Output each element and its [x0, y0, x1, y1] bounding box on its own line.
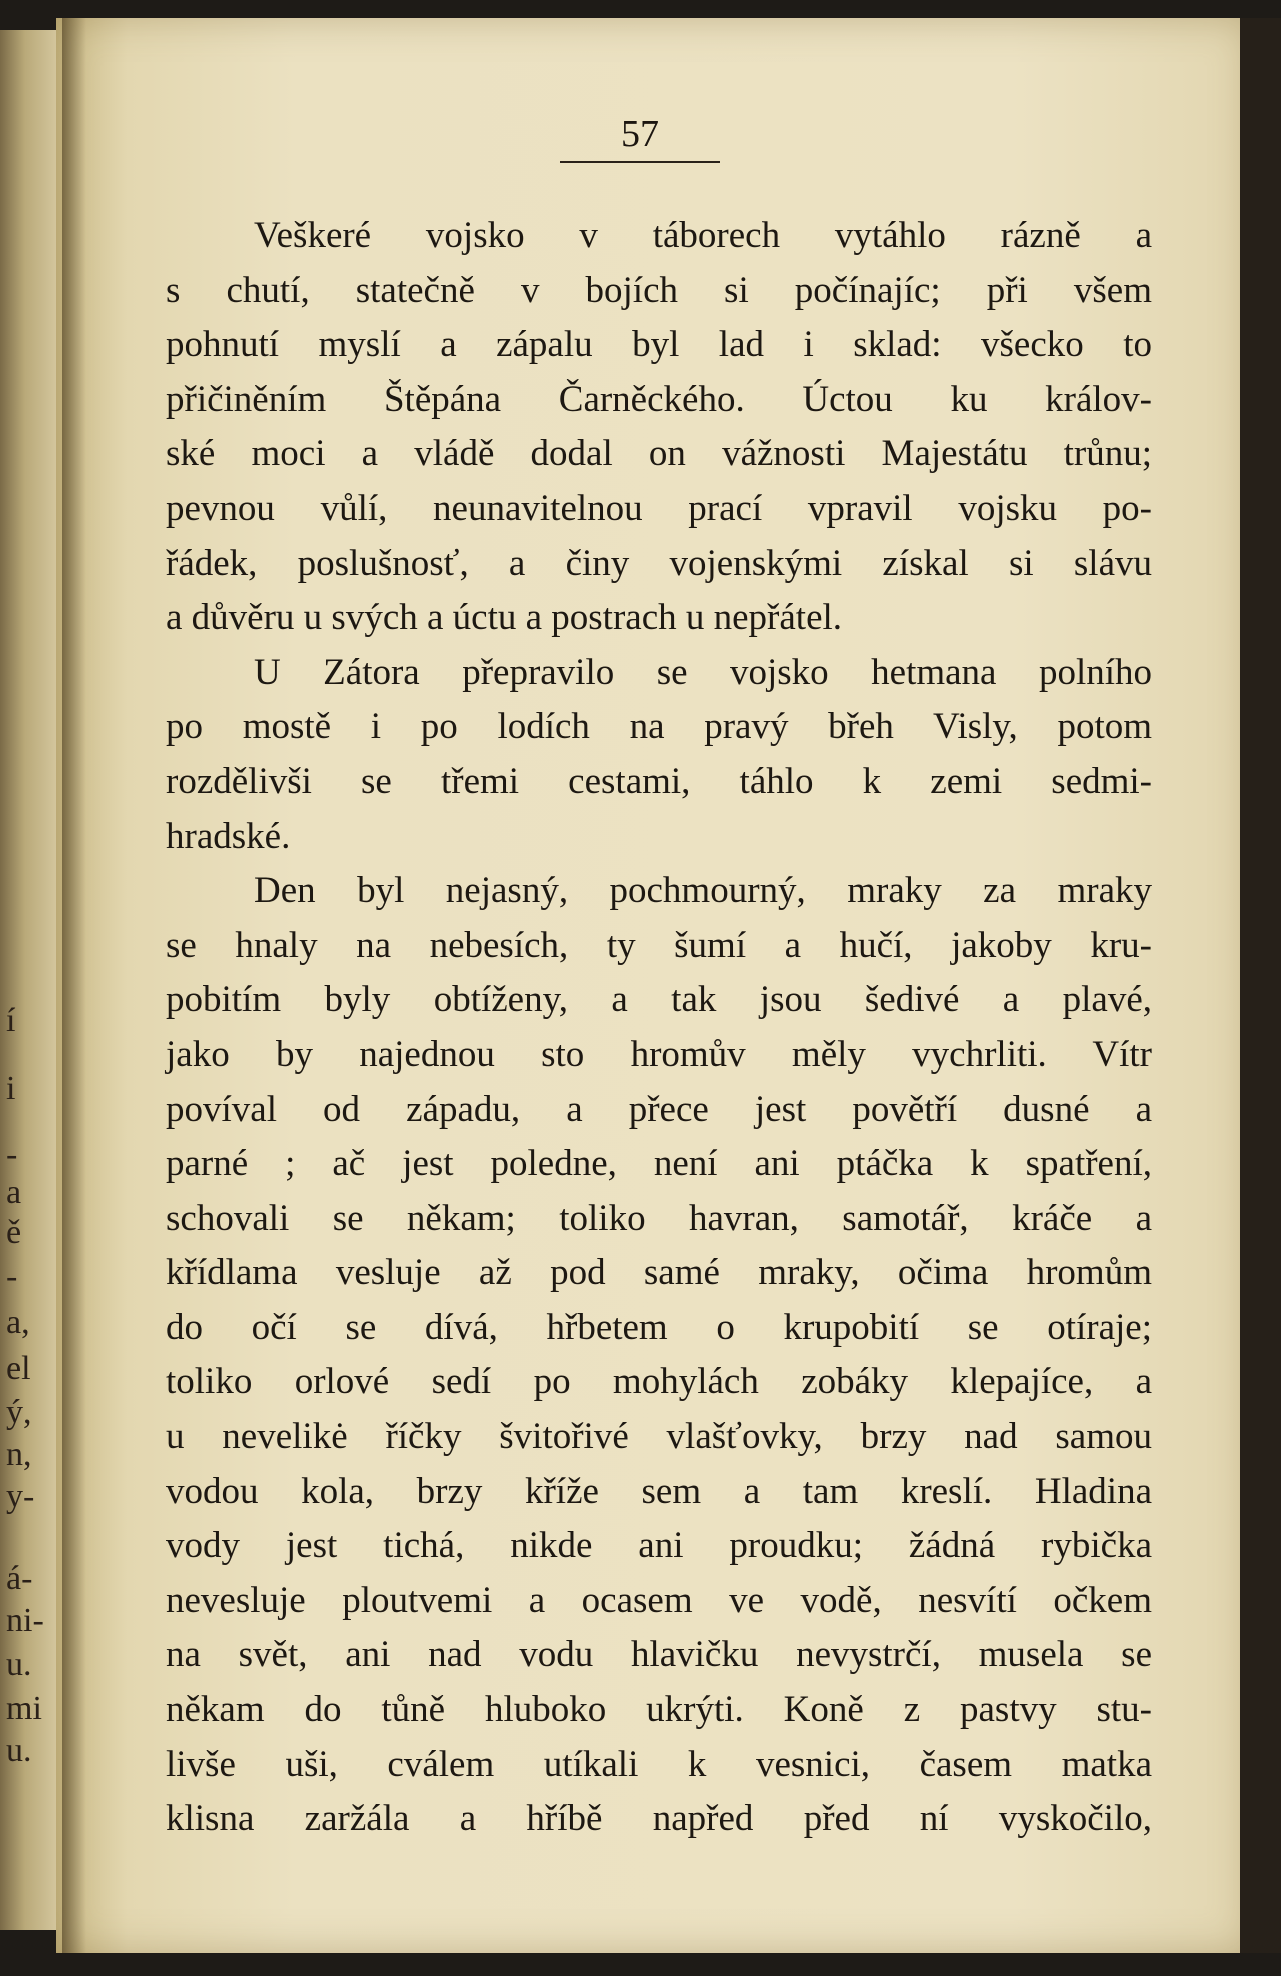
text-line: povíval od západu, a přece jest povětří dusné a: [166, 1088, 1152, 1130]
text-line: vody jest tichá, nikde ani proudku; žádná rybička: [166, 1525, 1152, 1567]
text-line: hradské.: [166, 815, 291, 857]
text-line: pevnou vůlí, neunavitelnou prací vpravil vojsku po-: [166, 487, 1152, 529]
text-line: Den byl nejasný, pochmourný, mraky za mraky: [254, 870, 1152, 912]
previous-page-fragment: ě: [6, 1214, 22, 1251]
previous-page-fragment: a: [6, 1174, 22, 1211]
page-spine-shadow: [62, 18, 86, 1953]
previous-page-fragment: á-: [6, 1560, 33, 1597]
text-line: Veškeré vojsko v táborech vytáhlo rázně a: [254, 215, 1152, 256]
text-line: křídlama vesluje až pod samé mraky, očima hromům: [166, 1252, 1152, 1294]
header-rule: [560, 161, 720, 163]
previous-page-fragment: mi: [6, 1690, 42, 1727]
text-line: nevesluje ploutvemi a ocasem ve vodě, nesvítí očkem: [166, 1579, 1152, 1621]
text-line: U Zátora přepravilo se vojsko hetmana polního: [254, 651, 1152, 693]
text-line: po mostě i po lodích na pravý břeh Visly, potom: [166, 706, 1152, 748]
right-scan-edge: [1240, 18, 1281, 1953]
text-line: rozdělivši se třemi cestami, táhlo k zemi sedmi-: [166, 760, 1152, 802]
previous-page-fragment: y-: [6, 1478, 35, 1515]
text-line: pobitím byly obtíženy, a tak jsou šedivé a plavé,: [166, 979, 1152, 1021]
text-line: s chutí, statečně v bojích si počínajíc; při všem: [166, 269, 1152, 311]
text-line: se hnaly na nebesích, ty šumí a hučí, jakoby kru-: [166, 924, 1152, 966]
previous-page-fragment: ý,: [6, 1394, 32, 1431]
previous-page-fragment: a,: [6, 1304, 30, 1341]
text-line: klisna zaržála a hříbě napřed před ní vyskočilo,: [166, 1798, 1152, 1840]
text-line: u nevelikė říčky švitořivé vlašťovky, brzy nad samou: [166, 1416, 1152, 1458]
previous-page-fragment: el: [6, 1350, 31, 1387]
text-line: přičiněním Štěpána Čarněckého. Úctou ku králov-: [166, 378, 1152, 420]
text-line: na svět, ani nad vodu hlavičku nevystrčí, musela se: [166, 1634, 1152, 1676]
previous-page-fragment: -: [6, 1136, 18, 1173]
previous-page-fragment: n,: [6, 1436, 32, 1473]
text-line: toliko orlové sedí po mohylách zobáky klepajíce, a: [166, 1361, 1152, 1403]
text-line: livše uši, cválem utíkali k vesnici, časem matka: [166, 1743, 1152, 1785]
text-line: někam do tůně hluboko ukrýti. Koně z pastvy stu-: [166, 1689, 1152, 1731]
page-number: 57: [621, 113, 659, 155]
text-line: vodou kola, brzy kříže sem a tam kreslí. Hladina: [166, 1470, 1152, 1512]
text-line: do očí se dívá, hřbetem o krupobití se otíraje;: [166, 1306, 1152, 1348]
body-text: [166, 209, 1152, 1847]
previous-page-fragment: í: [6, 1002, 16, 1039]
text-line: schovali se někam; toliko havran, samotář, kráče a: [166, 1197, 1152, 1239]
text-line: parné ; ač jest poledne, není ani ptáčka k spatření,: [166, 1143, 1152, 1185]
previous-page-fragment: u.: [6, 1646, 32, 1683]
text-line: a důvěru u svých a úctu a postrach u nepřátel.: [166, 597, 843, 639]
text-line: řádek, poslušnosť, a činy vojenskými získal si slávu: [166, 542, 1152, 584]
previous-page-fragment: -: [6, 1258, 18, 1295]
text-line: ské moci a vládě dodal on vážnosti Majestátu trůnu;: [166, 433, 1152, 475]
text-line: pohnutí myslí a zápalu byl lad i sklad: všecko to: [166, 324, 1152, 366]
text-line: jako by najednou sto hromův měly vychrliti. Vítr: [166, 1033, 1152, 1075]
previous-page-edge: [0, 30, 62, 1930]
previous-page-fragment: u.: [6, 1732, 32, 1769]
previous-page-fragment: i: [6, 1070, 16, 1107]
previous-page-fragment: ni-: [6, 1602, 44, 1639]
